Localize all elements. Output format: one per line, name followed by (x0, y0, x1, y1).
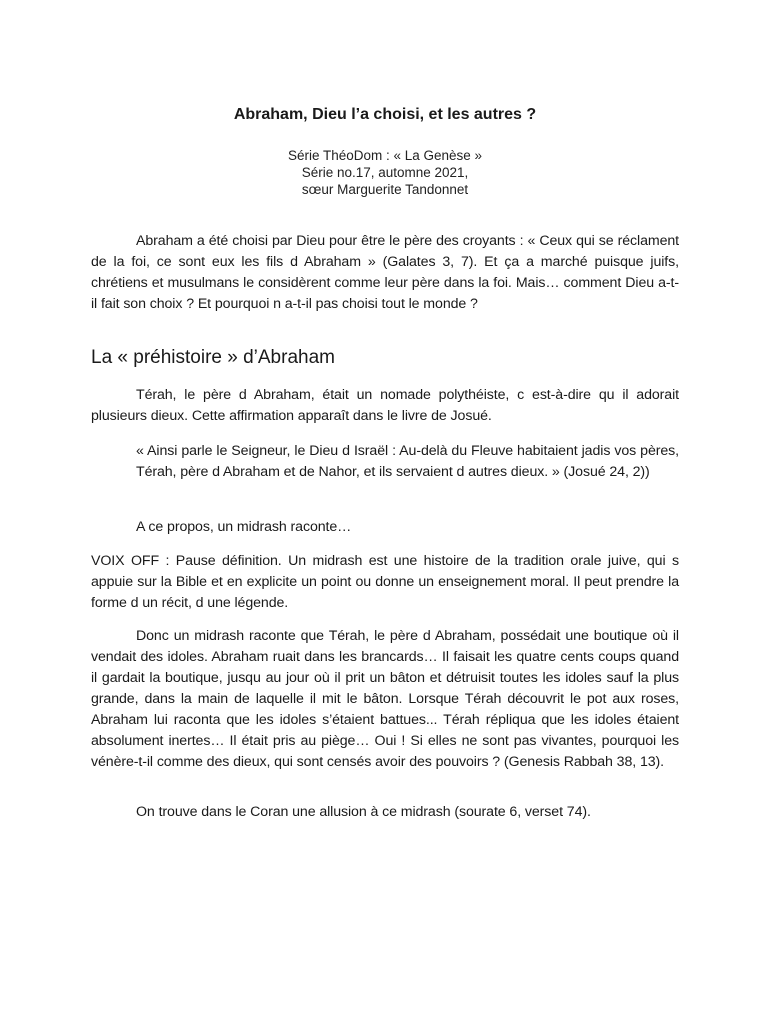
subtitle-number: Série no.17, automne 2021, (301, 165, 469, 180)
section-heading: La « préhistoire » d’Abraham (91, 347, 335, 368)
intro-paragraph: Abraham a été choisi par Dieu pour être le père des croyants : « Ceux qui se réclament de la foi, ce sont eux les fils d Abraham » (Galates 3, 7). Et ça a marché puisque juifs, chrétiens et musulmans le considèrent comme leur père dans la foi. Mais… comment Dieu a-t-il fait son choix ? Et pourquoi n a-t-il pas choisi tout le monde ? (91, 233, 679, 312)
paragraph-midrash: Donc un midrash raconte que Térah, le père d Abraham, possédait une boutique où il vendait des idoles. Abraham ruait dans les brancards… Il faisait les quatre cents coups quand il gardait la boutique, jusqu au jour où il prit un bâton et détruisit toutes les idoles sauf la plus grande, dans la main de laquelle il mit le bâton. Lorsque Térah découvrit le pot aux roses, Abraham lui raconta que les idoles s’étaient battues... Térah répliqua que les idoles étaient absolument inertes… Il était pris au piège… Oui ! Si elles ne sont pas vivantes, pourquoi les vénère-t-il comme des dieux, qui sont censés avoir des pouvoirs ? (Genesis Rabbah 38, 13). (91, 628, 679, 770)
paragraph-voix-off: VOIX OFF : Pause définition. Un midrash est une histoire de la tradition orale juive, qui s appuie sur la Bible et en explicite un point ou donne un enseignement moral. Il peut prendre la forme d un récit, d une légende. (91, 553, 679, 611)
paragraph-propos: A ce propos, un midrash raconte… (136, 519, 352, 535)
paragraph-coran: On trouve dans le Coran une allusion à ce midrash (sourate 6, verset 74). (136, 804, 591, 820)
subtitle-series: Série ThéoDom : « La Genèse » (287, 148, 483, 163)
document-subtitle (91, 147, 679, 198)
document-title: Abraham, Dieu l’a choisi, et les autres ? (233, 106, 537, 123)
subtitle-author: sœur Marguerite Tandonnet (301, 182, 469, 197)
paragraph-terah: Térah, le père d Abraham, était un nomade polythéiste, c est-à-dire qu il adorait plusieurs dieux. Cette affirmation apparaît dans le livre de Josué. (91, 387, 679, 424)
quote-josue: « Ainsi parle le Seigneur, le Dieu d Israël : Au-delà du Fleuve habitaient jadis vos pères, Térah, père d Abraham et de Nahor, et ils servaient d autres dieux. » (Josué 24, 2)) (136, 443, 679, 480)
